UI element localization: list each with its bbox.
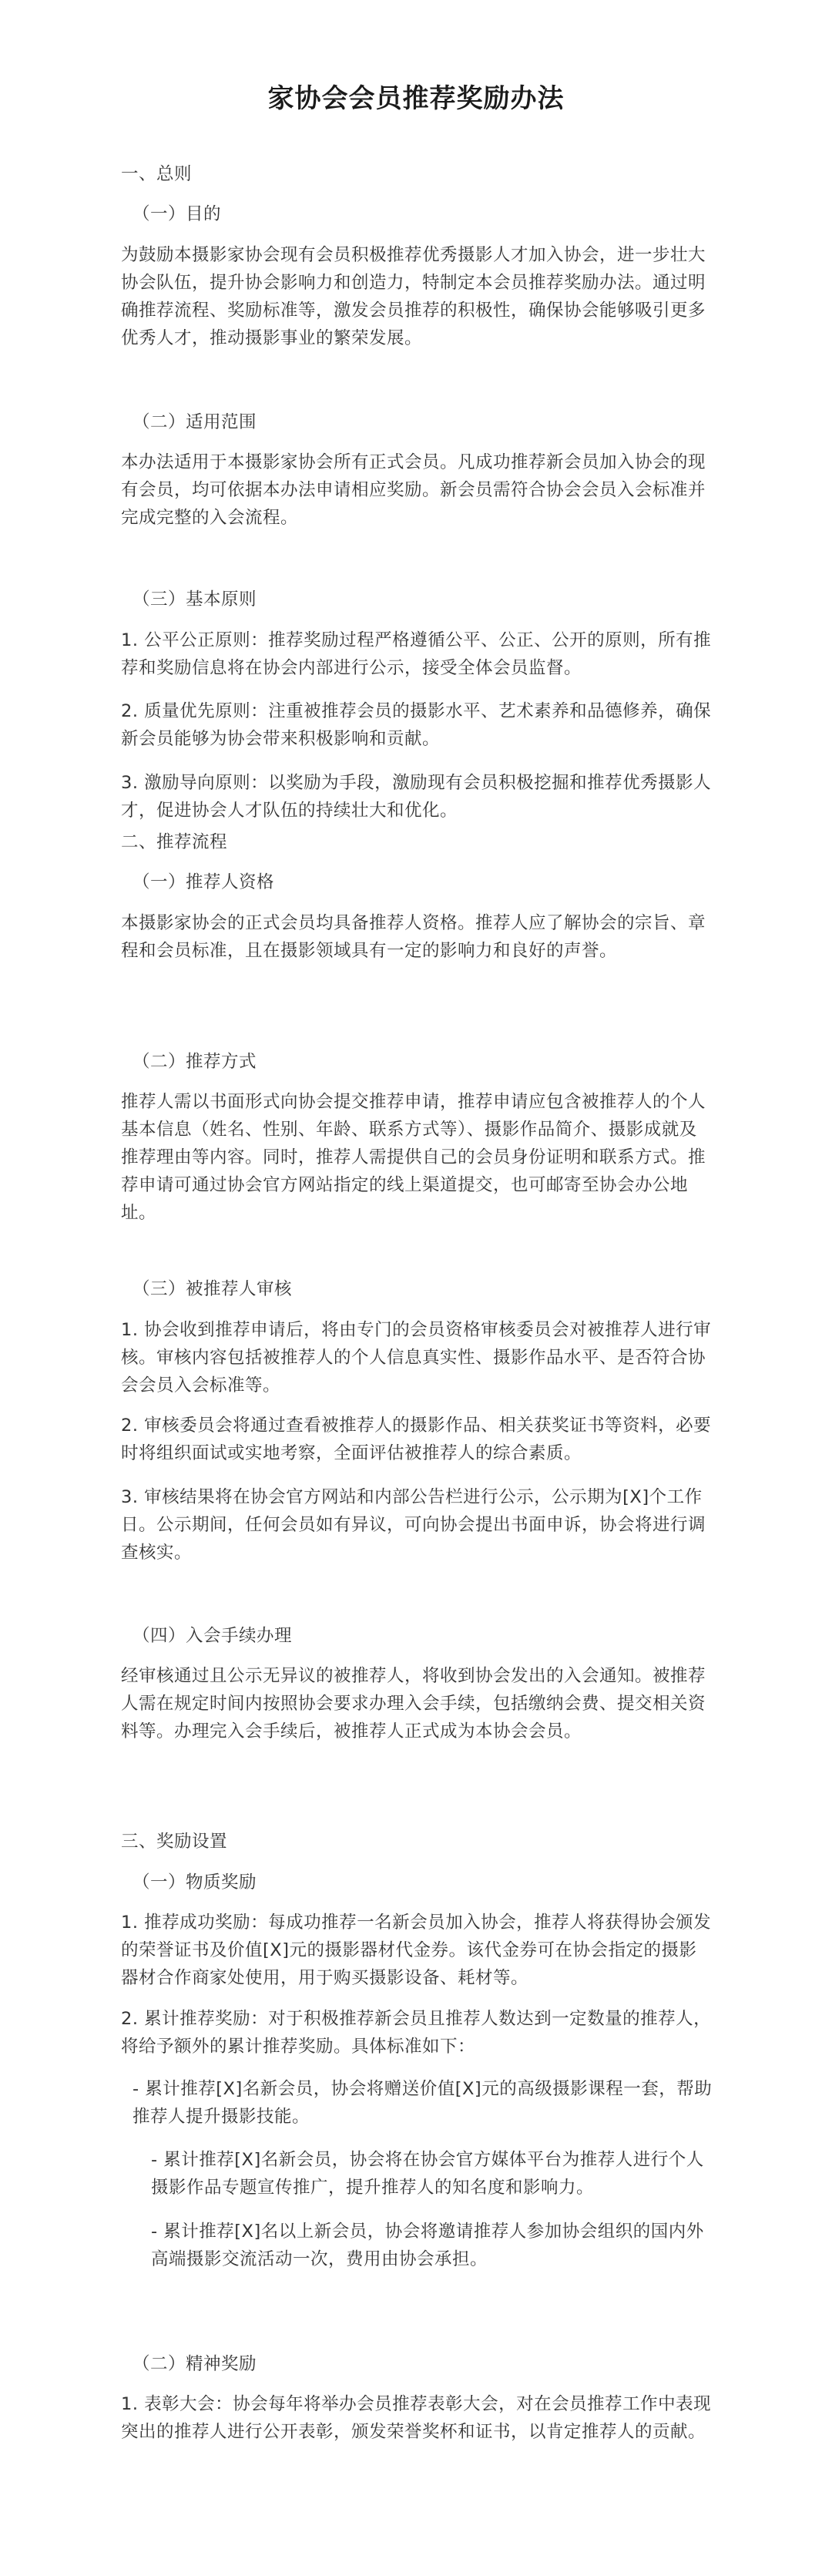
subheading-material-rewards: （一）物质奖励 [133, 1872, 257, 1893]
list-item-review-1: 1. 协会收到推荐申请后，将由专门的会员资格审核委员会对被推荐人进行审核。审核内容包括被推荐人的个人信息真实性、摄影作品水平、是否符合协会会员入会标准等。 [121, 1320, 712, 1395]
list-item-cumulative-tier-2: - 累计推荐[X]名新会员，协会将在协会官方媒体平台为推荐人进行个人摄影作品专题宣传推广，提升推荐人的知名度和影响力。 [151, 2150, 704, 2198]
document-title: 家协会会员推荐奖励办法 [267, 83, 565, 114]
paragraph-scope: 本办法适用于本摄影家协会所有正式会员。凡成功推荐新会员加入协会的现有会员，均可依据本办法申请相应奖励。新会员需符合协会会员入会标准并完成完整的入会流程。 [121, 452, 706, 528]
paragraph-recommender-qualification: 本摄影家协会的正式会员均具备推荐人资格。推荐人应了解协会的宗旨、章程和会员标准，且在摄影领域具有一定的影响力和良好的声誉。 [121, 913, 706, 961]
paragraph-purpose: 为鼓励本摄影家协会现有会员积极推荐优秀摄影人才加入协会，进一步壮大协会队伍，提升协会影响力和创造力，特制定本会员推荐奖励办法。通过明确推荐流程、奖励标准等，激发会员推荐的积极性，确保协会能够吸引更多优秀人才，推动摄影事业的繁荣发展。 [121, 245, 706, 348]
list-item-honor-1: 1. 表彰大会：协会每年将举办会员推荐表彰大会，对在会员推荐工作中表现突出的推荐人进行公开表彰，颁发荣誉奖杯和证书，以肯定推荐人的贡献。 [121, 2394, 712, 2442]
subheading-purpose: （一）目的 [133, 204, 222, 224]
list-item-material-1: 1. 推荐成功奖励：每成功推荐一名新会员加入协会，推荐人将获得协会颁发的荣誉证书及价值[X]元的摄影器材代金券。该代金券可在协会指定的摄影器材合作商家处使用，用于购买摄影设备、耗材等。 [121, 1913, 712, 1988]
subheading-honor-rewards: （二）精神奖励 [133, 2354, 257, 2374]
section-heading-general: 一、总则 [121, 164, 193, 184]
list-item-principle-3: 3. 激励导向原则：以奖励为手段，激励现有会员积极挖掘和推荐优秀摄影人才，促进协会人才队伍的持续壮大和优化。 [121, 773, 712, 821]
list-item-principle-2: 2. 质量优先原则：注重被推荐会员的摄影水平、艺术素养和品德修养，确保新会员能够为协会带来积极影响和贡献。 [121, 701, 712, 749]
section-heading-rewards: 三、奖励设置 [121, 1832, 228, 1852]
subheading-recommender-qualification: （一）推荐人资格 [133, 872, 275, 892]
subheading-review: （三）被推荐人审核 [133, 1279, 293, 1299]
subheading-scope: （二）适用范围 [133, 412, 257, 432]
list-item-review-3: 3. 审核结果将在协会官方网站和内部公告栏进行公示，公示期为[X]个工作日。公示期间，任何会员如有异议，可向协会提出书面申诉，协会将进行调查核实。 [121, 1487, 706, 1563]
list-item-principle-1: 1. 公平公正原则：推荐奖励过程严格遵循公平、公正、公开的原则，所有推荐和奖励信息将在协会内部进行公示，接受全体会员监督。 [121, 630, 712, 678]
list-item-cumulative-tier-3: - 累计推荐[X]名以上新会员，协会将邀请推荐人参加协会组织的国内外高端摄影交流活动一次，费用由协会承担。 [151, 2222, 704, 2269]
subheading-recommend-method: （二）推荐方式 [133, 1052, 257, 1072]
subheading-principles: （三）基本原则 [133, 589, 257, 610]
paragraph-admission: 经审核通过且公示无异议的被推荐人，将收到协会发出的入会通知。被推荐人需在规定时间内按照协会要求办理入会手续，包括缴纳会费、提交相关资料等。办理完入会手续后，被推荐人正式成为本协会会员。 [121, 1666, 706, 1741]
paragraph-recommend-method: 推荐人需以书面形式向协会提交推荐申请，推荐申请应包含被推荐人的个人基本信息（姓名、性别、年龄、联系方式等）、摄影作品简介、摄影成就及推荐理由等内容。同时，推荐人需提供自己的会员身份证明和联系方式。推荐申请可通过协会官方网站指定的线上渠道提交，也可邮寄至协会办公地址。 [121, 1092, 706, 1223]
list-item-cumulative-tier-1: - 累计推荐[X]名新会员，协会将赠送价值[X]元的高级摄影课程一套，帮助推荐人提升摄影技能。 [133, 2079, 713, 2127]
list-item-review-2: 2. 审核委员会将通过查看被推荐人的摄影作品、相关获奖证书等资料，必要时将组织面试或实地考察，全面评估被推荐人的综合素质。 [121, 1416, 712, 1463]
section-heading-process: 二、推荐流程 [121, 832, 228, 852]
list-item-material-2: 2. 累计推荐奖励：对于积极推荐新会员且推荐人数达到一定数量的推荐人，将给予额外的累计推荐奖励。具体标准如下： [121, 2009, 712, 2057]
subheading-admission: （四）入会手续办理 [133, 1626, 293, 1646]
